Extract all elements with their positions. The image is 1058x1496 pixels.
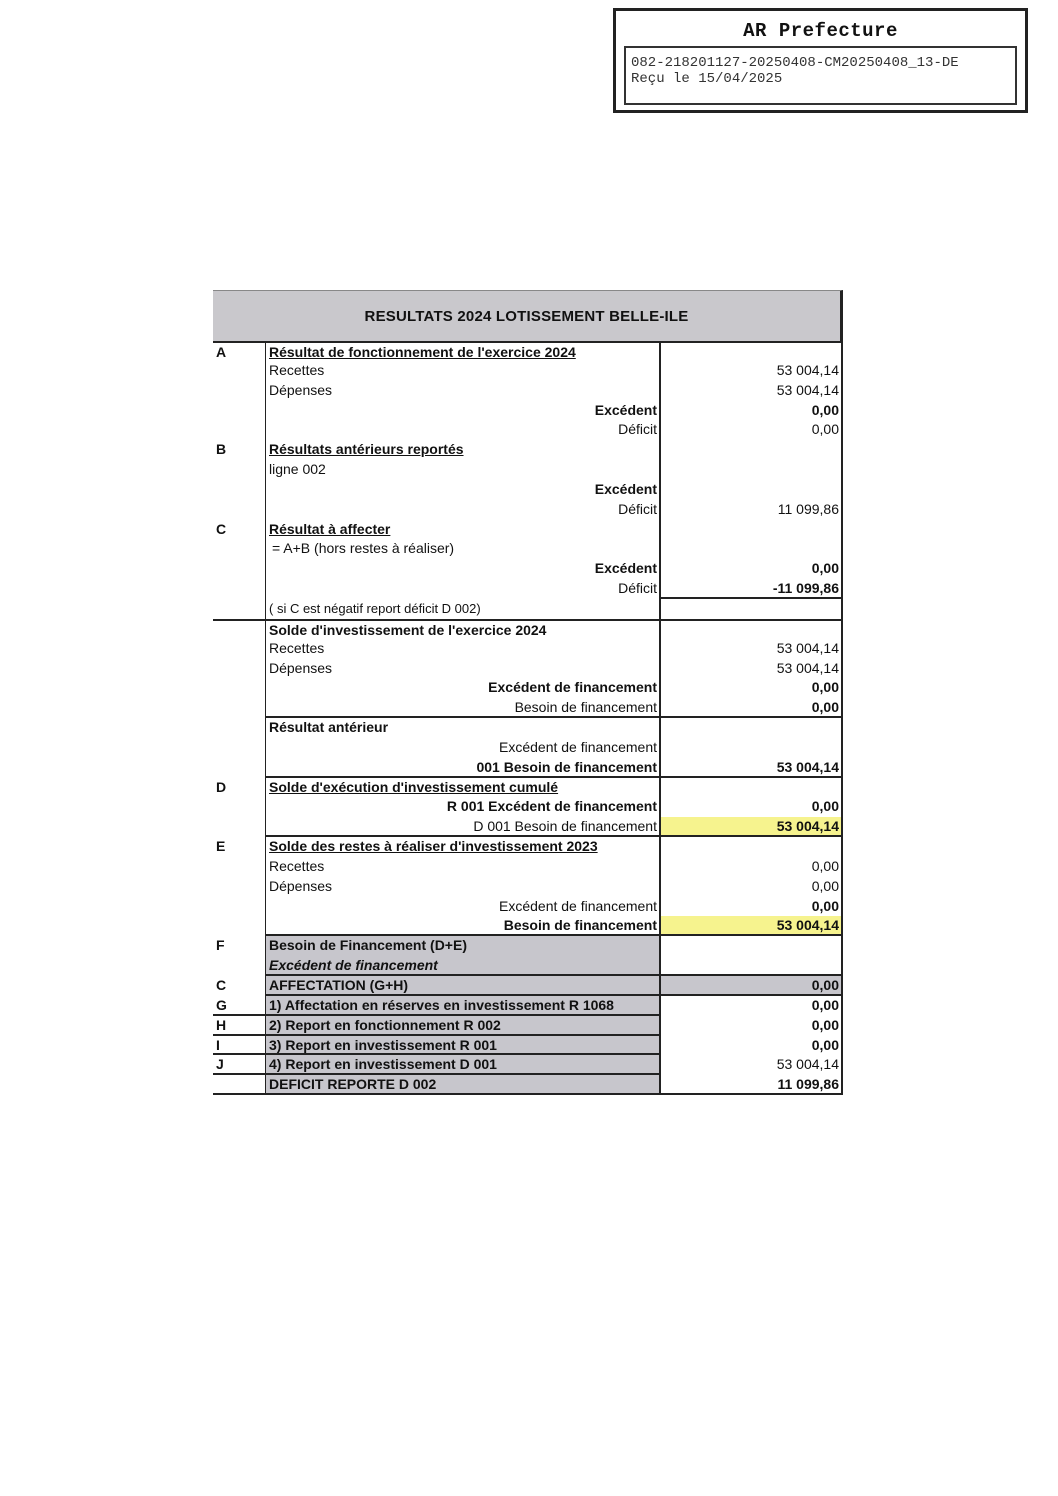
row-letter <box>213 480 265 500</box>
row-letter <box>213 599 265 619</box>
row-label: Excédent de financement <box>265 678 661 698</box>
row-value <box>661 718 843 738</box>
row-label: Excédent <box>265 401 661 421</box>
results-table <box>213 290 843 1095</box>
row-letter <box>213 361 265 381</box>
table-row <box>213 539 843 559</box>
table-row <box>213 381 843 401</box>
row-value <box>661 460 843 480</box>
row-value: 0,00 <box>661 559 843 579</box>
table-row <box>213 401 843 421</box>
table-row <box>213 599 843 619</box>
row-label: 1) Affectation en réserves en investissement R 1068 <box>265 996 661 1016</box>
row-label: Excédent de financement <box>265 897 661 917</box>
table-row <box>213 520 843 540</box>
row-label: Résultat à affecter <box>265 520 661 540</box>
table-row <box>213 817 843 837</box>
row-value: 0,00 <box>661 678 843 698</box>
table-row <box>213 837 843 857</box>
table-row <box>213 659 843 679</box>
table-row <box>213 341 843 361</box>
row-letter: E <box>216 838 226 855</box>
row-letter: B <box>216 441 227 458</box>
row-label: Excédent de financement <box>265 956 661 976</box>
row-letter <box>213 758 265 778</box>
row-letter <box>213 639 265 659</box>
stamp-title: AR Prefecture <box>743 20 898 42</box>
row-value: 0,00 <box>661 857 843 877</box>
row-label: AFFECTATION (G+H) <box>265 976 661 996</box>
row-label: 001 Besoin de financement <box>265 758 661 778</box>
row-label: 4) Report en investissement D 001 <box>265 1055 661 1075</box>
row-value <box>661 440 843 460</box>
table-row <box>213 718 843 738</box>
row-value <box>661 539 843 559</box>
row-label: Solde des restes à réaliser d'investissement 2023 <box>265 837 661 857</box>
row-label: Résultat antérieur <box>265 718 661 738</box>
table-row <box>213 877 843 897</box>
row-value: 53 004,14 <box>661 1055 843 1075</box>
row-label: Besoin de financement <box>265 698 661 718</box>
row-label: Recettes <box>265 857 661 877</box>
row-value: 0,00 <box>661 1016 843 1036</box>
table-row <box>213 916 843 936</box>
row-label: Déficit <box>265 579 661 599</box>
stamp-received-date: Reçu le 15/04/2025 <box>631 71 783 87</box>
row-letter: H <box>213 1016 265 1036</box>
row-label: 2) Report en fonctionnement R 002 <box>265 1016 661 1036</box>
row-value: 0,00 <box>661 797 843 817</box>
row-label: Recettes <box>265 361 661 381</box>
table-row <box>213 976 843 996</box>
table-row <box>213 480 843 500</box>
row-value: 0,00 <box>661 877 843 897</box>
row-label: Déficit <box>265 500 661 520</box>
row-label: Excédent de financement <box>265 738 661 758</box>
table-row <box>213 996 843 1016</box>
table-row <box>213 1075 843 1095</box>
row-letter <box>213 857 265 877</box>
table-row <box>213 738 843 758</box>
table-row <box>213 758 843 778</box>
row-letter <box>213 718 265 738</box>
row-value: 53 004,14 <box>661 639 843 659</box>
row-value <box>661 599 843 619</box>
table-row <box>213 639 843 659</box>
row-value: 0,00 <box>661 698 843 718</box>
row-letter <box>213 877 265 897</box>
row-letter <box>213 678 265 698</box>
table-row <box>213 857 843 877</box>
table-title: RESULTATS 2024 LOTISSEMENT BELLE-ILE <box>213 290 843 341</box>
row-value: 53 004,14 <box>661 758 843 778</box>
row-letter <box>213 916 265 936</box>
row-letter <box>213 500 265 520</box>
table-row <box>213 1016 843 1036</box>
row-label: R 001 Excédent de financement <box>265 797 661 817</box>
row-value: 53 004,14 <box>661 916 843 936</box>
row-label: Dépenses <box>265 381 661 401</box>
row-value: -11 099,86 <box>661 579 843 599</box>
table-row <box>213 678 843 698</box>
row-label: ( si C est négatif report déficit D 002) <box>265 599 661 619</box>
row-value: 11 099,86 <box>661 1075 843 1095</box>
prefecture-stamp <box>613 8 1028 113</box>
row-label: Excédent <box>265 480 661 500</box>
row-label: = A+B (hors restes à réaliser) <box>265 539 661 559</box>
table-row <box>213 1036 843 1056</box>
table-row <box>213 956 843 976</box>
row-letter: D <box>216 778 227 795</box>
row-letter: I <box>213 1036 265 1056</box>
row-letter <box>213 797 265 817</box>
row-letter <box>213 897 265 917</box>
table-row <box>213 500 843 520</box>
table-row <box>213 559 843 579</box>
row-letter <box>213 738 265 758</box>
row-value: 0,00 <box>661 996 843 1016</box>
stamp-reference: 082-218201127-20250408-CM20250408_13-DE <box>631 55 959 71</box>
row-letter: F <box>216 937 225 954</box>
row-letter: C <box>216 977 227 993</box>
row-value <box>661 956 843 976</box>
row-letter <box>213 579 265 599</box>
row-letter: C <box>216 520 227 537</box>
table-row <box>213 1055 843 1075</box>
table-row <box>213 897 843 917</box>
row-letter <box>213 1075 265 1095</box>
row-letter <box>213 659 265 679</box>
row-value <box>661 837 843 857</box>
row-value <box>661 619 843 639</box>
row-label: Déficit <box>265 420 661 440</box>
row-value: 53 004,14 <box>661 381 843 401</box>
row-label: ligne 002 <box>265 460 661 480</box>
table-row <box>213 619 843 639</box>
table-row <box>213 460 843 480</box>
row-label: Excédent <box>265 559 661 579</box>
table-row <box>213 579 843 599</box>
row-value: 11 099,86 <box>661 500 843 520</box>
row-value <box>661 480 843 500</box>
row-label: Dépenses <box>265 877 661 897</box>
row-value: 0,00 <box>661 976 843 996</box>
row-letter <box>213 420 265 440</box>
row-label: 3) Report en investissement R 001 <box>265 1036 661 1056</box>
row-letter <box>213 401 265 421</box>
row-value: 53 004,14 <box>661 659 843 679</box>
table-row <box>213 778 843 798</box>
row-letter <box>213 559 265 579</box>
row-letter <box>213 698 265 718</box>
row-value: 53 004,14 <box>661 817 843 837</box>
table-row <box>213 440 843 460</box>
row-label: Solde d'investissement de l'exercice 2024 <box>265 619 661 639</box>
row-label: Recettes <box>265 639 661 659</box>
table-row <box>213 698 843 718</box>
row-label: Solde d'exécution d'investissement cumulé <box>265 778 661 798</box>
row-label: Besoin de Financement (D+E) <box>265 936 661 956</box>
table-row <box>213 797 843 817</box>
row-letter <box>213 381 265 401</box>
row-label: DEFICIT REPORTE D 002 <box>265 1075 661 1095</box>
row-letter: A <box>213 341 265 361</box>
row-value: 0,00 <box>661 401 843 421</box>
row-value: 0,00 <box>661 1036 843 1056</box>
row-label: D 001 Besoin de financement <box>265 817 661 837</box>
row-value: 0,00 <box>661 420 843 440</box>
row-letter <box>213 817 265 837</box>
row-value <box>661 738 843 758</box>
table-row <box>213 420 843 440</box>
row-value <box>661 341 843 361</box>
row-letter <box>213 956 265 976</box>
row-label: Résultat de fonctionnement de l'exercice 2024 <box>265 341 661 361</box>
stamp-reference-box <box>624 46 1017 105</box>
row-letter: J <box>213 1055 265 1075</box>
table-row <box>213 936 843 956</box>
row-letter: G <box>213 996 265 1016</box>
row-label: Besoin de financement <box>265 916 661 936</box>
row-value <box>661 936 843 956</box>
row-value: 53 004,14 <box>661 361 843 381</box>
row-letter <box>213 619 265 639</box>
row-label: Résultats antérieurs reportés <box>265 440 661 460</box>
row-value <box>661 520 843 540</box>
row-label: Dépenses <box>265 659 661 679</box>
row-letter <box>213 539 265 559</box>
row-value <box>661 778 843 798</box>
row-value: 0,00 <box>661 897 843 917</box>
table-row <box>213 361 843 381</box>
row-letter <box>213 460 265 480</box>
